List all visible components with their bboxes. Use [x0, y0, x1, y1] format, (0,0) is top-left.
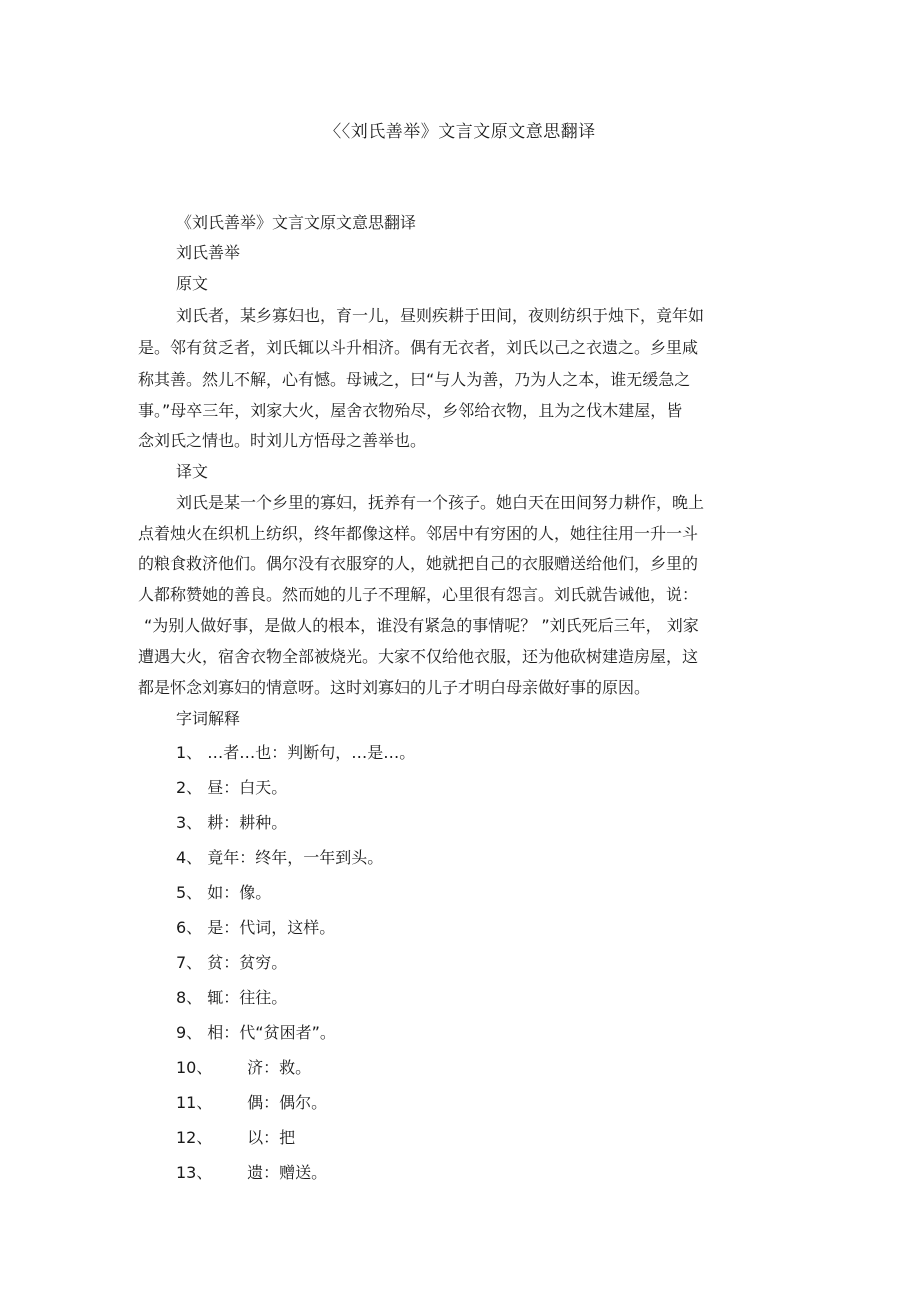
glossary-number: 9、 — [176, 1023, 203, 1042]
original-line: 刘氏者，某乡寡妇也，育一儿，昼则疾耕于田间，夜则纺织于烛下，竟年如 — [176, 306, 705, 325]
translation-line: 点着烛火在织机上纺织，终年都像这样。邻居中有穷困的人，她往往用一升一斗 — [138, 524, 699, 543]
glossary-number: 11、 — [176, 1093, 213, 1112]
glossary-item — [176, 1092, 327, 1114]
glossary-text: 遗：赠送。 — [247, 1163, 328, 1182]
glossary-item — [176, 952, 287, 974]
glossary-text: 竟年：终年，一年到头。 — [207, 848, 384, 867]
translation-line: 刘氏是某一个乡里的寡妇，抚养有一个孩子。她白天在田间努力耕作，晚上 — [176, 493, 705, 512]
subtitle: 《刘氏善举》文言文原文意思翻译 — [176, 213, 417, 232]
glossary-number: 12、 — [176, 1128, 213, 1147]
glossary-number: 8、 — [176, 988, 203, 1007]
original-line: 是。邻有贫乏者，刘氏辄以斗升相济。偶有无衣者，刘氏以己之衣遗之。乡里咸 — [138, 338, 699, 357]
original-label: 原文 — [176, 274, 209, 293]
glossary-item — [176, 847, 383, 869]
glossary-number: 10、 — [176, 1058, 213, 1077]
translation-line: 的粮食救济他们。偶尔没有衣服穿的人，她就把自己的衣服赠送给他们，乡里的 — [138, 554, 699, 573]
original-line: 念刘氏之情也。时刘儿方悟母之善举也。 — [138, 431, 427, 450]
glossary-number: 4、 — [176, 848, 203, 867]
original-line: 事。”母卒三年，刘家大火，屋舍衣物殆尽，乡邻给衣物，且为之伐木建屋，皆 — [138, 401, 683, 420]
glossary-item — [176, 987, 287, 1009]
glossary-text: 辄：往往。 — [207, 988, 288, 1007]
glossary-number: 2、 — [176, 778, 203, 797]
glossary-text: 是：代词，这样。 — [207, 918, 336, 937]
translation-label: 译文 — [176, 462, 209, 481]
glossary-number: 1、 — [176, 743, 203, 762]
glossary-item — [176, 777, 287, 799]
translation-line: 都是怀念刘寡妇的情意呀。这时刘寡妇的儿子才明白母亲做好事的原因。 — [138, 678, 651, 697]
glossary-item — [176, 882, 271, 904]
original-line: 称其善。然儿不解，心有憾。母诫之，曰“与人为善，乃为人之本，谁无缓急之 — [138, 370, 691, 389]
glossary-number: 3、 — [176, 813, 203, 832]
glossary-item — [176, 1057, 311, 1079]
translation-line: “为别人做好事，是做人的根本，谁没有紧急的事情呢？ ”刘氏死后三年， 刘家 — [144, 616, 699, 635]
glossary-text: 贫：贫穷。 — [207, 953, 288, 972]
glossary-text: 偶：偶尔。 — [247, 1093, 328, 1112]
glossary-text: 昼：白天。 — [207, 778, 288, 797]
glossary-item — [176, 1127, 295, 1149]
glossary-text: 相：代“贫困者”。 — [207, 1023, 336, 1042]
glossary-number: 5、 — [176, 883, 203, 902]
page-title: 〈〈刘氏善举》文言文原文意思翻译 — [324, 122, 596, 142]
glossary-text: 耕：耕种。 — [207, 813, 288, 832]
translation-line: 遭遇大火，宿舍衣物全部被烧光。大家不仅给他衣服，还为他砍树建造房屋，这 — [138, 647, 699, 666]
glossary-text: 济：救。 — [247, 1058, 312, 1077]
glossary-number: 13、 — [176, 1163, 213, 1182]
glossary-text: …者…也：判断句，…是…。 — [207, 743, 416, 762]
glossary-item — [176, 812, 287, 834]
translation-line: 人都称赞她的善良。然而她的儿子不理解，心里很有怨言。刘氏就告诫他，说： — [138, 585, 699, 604]
glossary-item — [176, 1022, 336, 1044]
glossary-text: 如：像。 — [207, 883, 272, 902]
glossary-item — [176, 1162, 327, 1184]
glossary-text: 以：把 — [247, 1128, 296, 1147]
glossary-number: 6、 — [176, 918, 203, 937]
section-heading: 刘氏善举 — [176, 243, 241, 262]
glossary-number: 7、 — [176, 953, 203, 972]
glossary-item — [176, 917, 335, 939]
glossary-item — [176, 742, 415, 764]
glossary-label: 字词解释 — [176, 709, 241, 728]
